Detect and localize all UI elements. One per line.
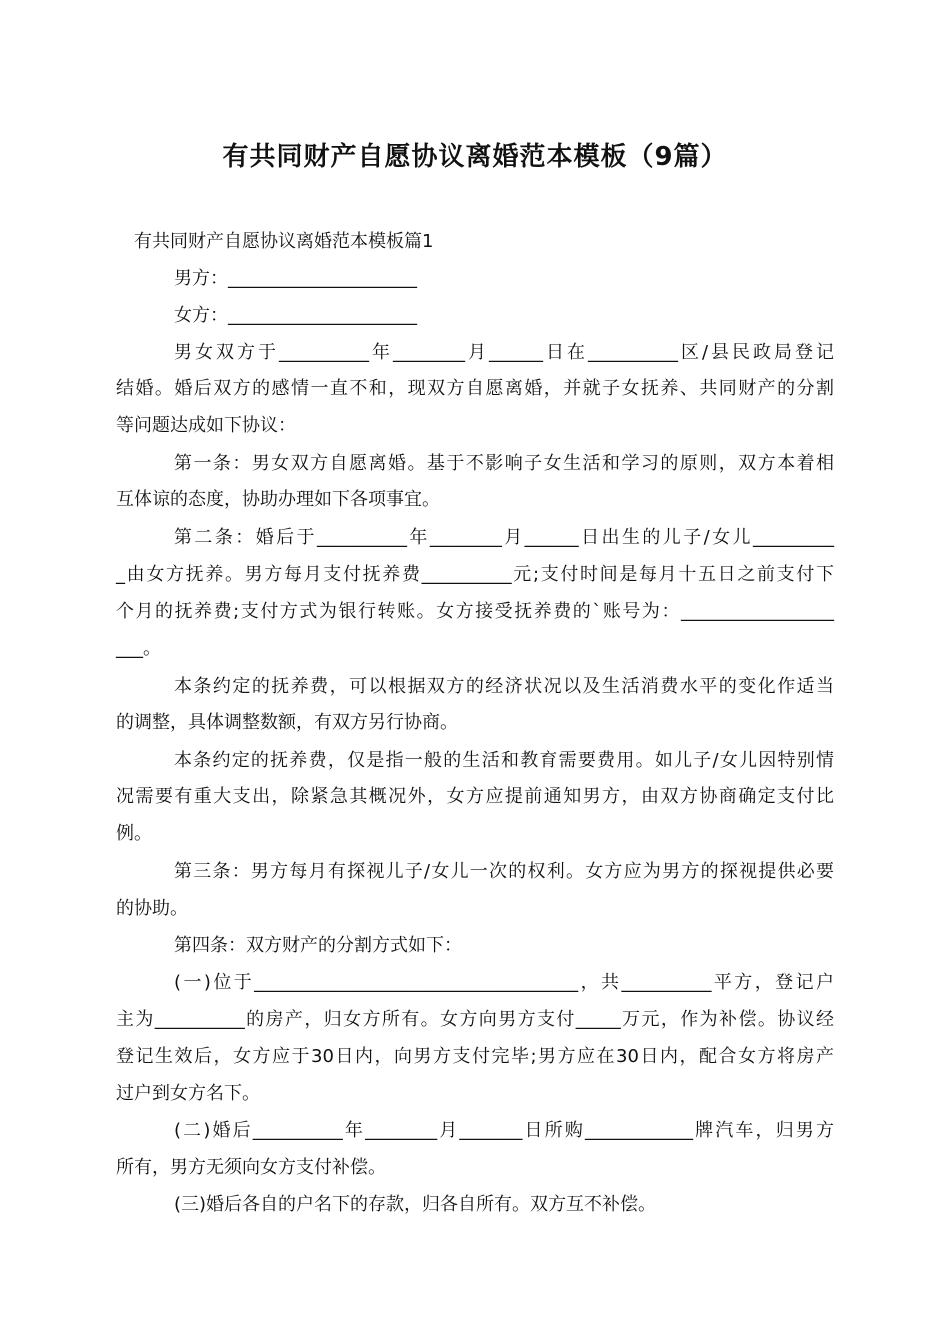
text-line: 男女双方于__________年________月______日在__________区/县民政局登记 <box>174 342 834 363</box>
text-line: (二)婚后__________年________月_______日所购____________牌汽车，归男方 <box>174 1120 834 1141</box>
text-line: 况需要有重大支出，除紧急其概况外，女方应提前通知男方，由双方协商确定支付比 <box>116 786 834 807</box>
text-line: 主为__________的房产，归女方所有。女方向男方支付_____万元，作为补偿。协议经 <box>116 1009 834 1030</box>
text-line: 本条约定的抚养费，仅是指一般的生活和教育需要费用。如儿子/女儿因特别情 <box>174 750 834 771</box>
text-line: ___。 <box>116 638 161 659</box>
male-party-line: 男方：_____________________ <box>174 268 417 289</box>
text-line: 个月的抚养费;支付方式为银行转账。女方接受抚养费的`账号为：_________________ <box>116 601 834 622</box>
text-line: 过户到女方名下。 <box>116 1083 260 1104</box>
text-line: 所有，男方无须向女方支付补偿。 <box>116 1157 386 1178</box>
text-line: 的协助。 <box>116 898 188 919</box>
text-line: 登记生效后，女方应于30日内，向男方支付完毕;男方应在30日内，配合女方将房产 <box>116 1046 834 1067</box>
text-line: 第三条：男方每月有探视儿子/女儿一次的权利。女方应为男方的探视提供必要 <box>174 861 834 882</box>
text-line: 等问题达成如下协议： <box>116 415 296 436</box>
document-title: 有共同财产自愿协议离婚范本模板（9篇） <box>222 142 728 172</box>
text-line: 第四条：双方财产的分割方式如下： <box>174 935 462 956</box>
text-line: 本条约定的抚养费，可以根据双方的经济状况以及生活消费水平的变化作适当 <box>174 676 834 697</box>
text-line: 结婚。婚后双方的感情一直不和，现双方自愿离婚，并就子女抚养、共同财产的分割 <box>116 378 834 399</box>
text-line: 互体谅的态度，协助办理如下各项事宜。 <box>116 489 440 510</box>
section-heading: 有共同财产自愿协议离婚范本模板篇1 <box>134 231 434 252</box>
text-line: _由女方抚养。男方每月支付抚养费__________元;支付时间是每月十五日之前支付下 <box>116 564 834 585</box>
text-line: 的调整，具体调整数额，有双方另行协商。 <box>116 712 458 733</box>
text-line: 第二条：婚后于__________年________月______日出生的儿子/女儿_________ <box>174 527 834 548</box>
text-line: 第一条：男女双方自愿离婚。基于不影响子女生活和学习的原则，双方本着相 <box>174 453 834 474</box>
text-line: 例。 <box>116 823 152 844</box>
female-party-line: 女方：_____________________ <box>174 305 417 326</box>
text-line: (一)位于____________________________________，共__________平方，登记户 <box>174 972 834 993</box>
text-line: (三)婚后各自的户名下的存款，归各自所有。双方互不补偿。 <box>174 1194 657 1215</box>
